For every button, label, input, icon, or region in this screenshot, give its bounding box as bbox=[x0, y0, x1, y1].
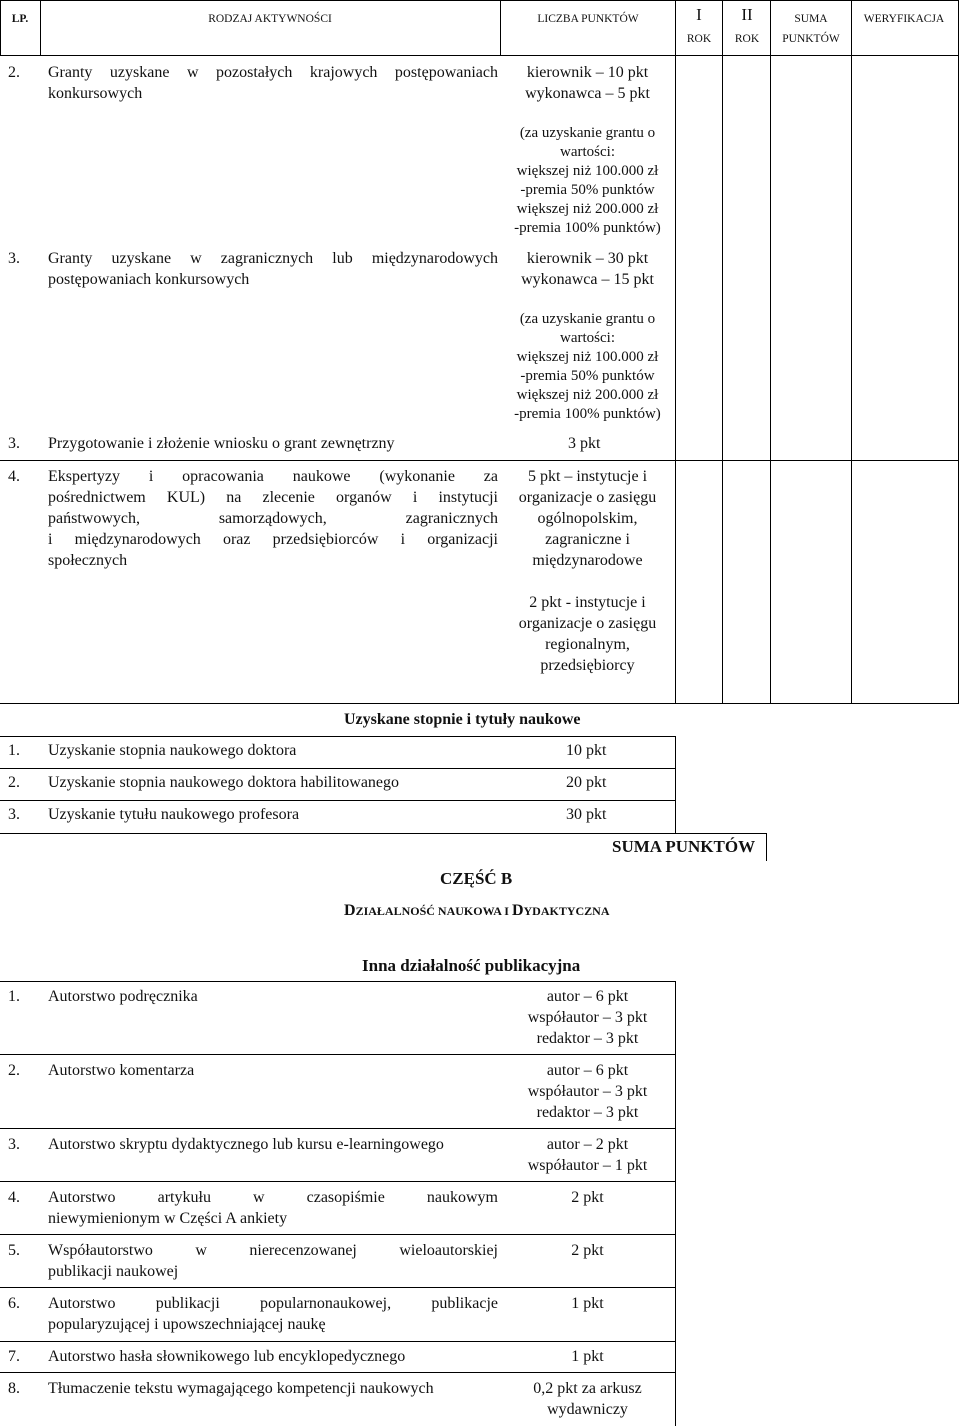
border-rodzaj bbox=[500, 0, 501, 56]
row-text-line: Ekspertyzy i opracowania naukowe (wykonanie za bbox=[48, 468, 498, 485]
points-value: organizacje o zasięgu bbox=[518, 615, 657, 632]
points-value: 2 pkt - instytucje i bbox=[529, 594, 646, 611]
points-value: 2 pkt bbox=[571, 1189, 604, 1206]
row-divider bbox=[0, 1181, 676, 1182]
border-suma bbox=[851, 0, 852, 704]
points-value: wydawniczy bbox=[547, 1401, 628, 1418]
border-liczba bbox=[675, 0, 676, 704]
row-number: 7. bbox=[8, 1348, 20, 1365]
row-number: 3. bbox=[8, 1136, 20, 1153]
points-value: wykonawca – 15 pkt bbox=[521, 271, 654, 288]
row-text-line: publikacji naukowej bbox=[48, 1263, 179, 1280]
points-value: 3 pkt bbox=[568, 435, 601, 452]
points-value: 2 pkt bbox=[571, 1242, 604, 1259]
points-col-border bbox=[675, 736, 676, 834]
col-suma-sub: PUNKTÓW bbox=[782, 33, 840, 45]
row-text-line: konkursowych bbox=[48, 85, 143, 102]
points-value: 5 pkt – instytucje i bbox=[527, 468, 648, 485]
premia-note: (za uzyskanie grantu o bbox=[519, 311, 656, 327]
row-divider bbox=[0, 460, 959, 461]
premia-note: (za uzyskanie grantu o bbox=[519, 125, 656, 141]
part-subtitle: DZIAŁALNOŚĆ NAUKOWA I DYDAKTYCZNA bbox=[344, 902, 610, 919]
points-value: międzynarodowe bbox=[532, 552, 643, 569]
row-number: 3. bbox=[8, 806, 20, 823]
points-value: ogólnopolskim, bbox=[537, 510, 638, 527]
border-rok2 bbox=[770, 0, 771, 704]
row-number: 8. bbox=[8, 1380, 20, 1397]
border-right bbox=[958, 0, 959, 704]
points-value: autor – 6 pkt bbox=[546, 1062, 629, 1079]
row-text-line: państwowych, samorządowych, zagranicznych bbox=[48, 510, 498, 527]
row-text-line: Współautorstwo w nierecenzowanej wieloautorskiej bbox=[48, 1242, 498, 1259]
points-value: współautor – 1 pkt bbox=[527, 1157, 648, 1174]
points-value: przedsiębiorcy bbox=[540, 657, 635, 674]
col-rok2-header: II bbox=[741, 5, 753, 24]
row-text: Autorstwo skryptu dydaktycznego lub kursu e-learningowego bbox=[48, 1136, 444, 1153]
points-value: 10 pkt bbox=[566, 742, 607, 759]
row-text: Autorstwo podręcznika bbox=[48, 988, 198, 1005]
points-value: 0,2 pkt za arkusz bbox=[533, 1380, 642, 1397]
row-number: 5. bbox=[8, 1242, 20, 1259]
row-number: 2. bbox=[8, 1062, 20, 1079]
section-title: Inna działalność publikacyjna bbox=[362, 956, 581, 975]
row-text: Autorstwo komentarza bbox=[48, 1062, 195, 1079]
points-value: wykonawca – 5 pkt bbox=[525, 85, 650, 102]
row-divider bbox=[0, 1372, 676, 1373]
border-left bbox=[0, 0, 1, 56]
col-rok1-sub: ROK bbox=[686, 33, 712, 45]
premia-note: -premia 50% punktów bbox=[520, 182, 655, 198]
points-value: współautor – 3 pkt bbox=[527, 1083, 648, 1100]
row-divider bbox=[0, 981, 676, 982]
suma-punktow-label: SUMA PUNKTÓW bbox=[612, 837, 756, 856]
col-lp-header: LP. bbox=[11, 13, 29, 25]
row-divider bbox=[0, 800, 676, 801]
points-value: organizacje o zasięgu bbox=[518, 489, 657, 506]
part-title: CZĘŚĆ B bbox=[440, 869, 513, 888]
premia-note: -premia 100% punktów) bbox=[514, 406, 661, 422]
border-rok1 bbox=[722, 0, 723, 704]
row-number: 6. bbox=[8, 1295, 20, 1312]
points-value: współautor – 3 pkt bbox=[527, 1009, 648, 1026]
premia-note: wartości: bbox=[560, 144, 615, 160]
section-border bbox=[0, 703, 959, 704]
row-divider bbox=[0, 768, 676, 769]
points-value: autor – 6 pkt bbox=[546, 988, 629, 1005]
col-rok2-sub: ROK bbox=[734, 33, 760, 45]
row-text-line: niewymienionym w Części A ankiety bbox=[48, 1210, 288, 1227]
col-weryfikacja-header: WERYFIKACJA bbox=[863, 13, 945, 25]
row-number: 2. bbox=[8, 64, 20, 81]
row-divider bbox=[0, 1287, 676, 1288]
row-text-line: Autorstwo artykułu w czasopiśmie naukowym bbox=[48, 1189, 498, 1206]
row-number: 1. bbox=[8, 988, 20, 1005]
row-text: Uzyskanie tytułu naukowego profesora bbox=[48, 806, 300, 823]
premia-note: większej niż 100.000 zł bbox=[516, 349, 659, 365]
row-number: 4. bbox=[8, 1189, 20, 1206]
row-text-line: popularyzującej i upowszechniającej naukę bbox=[48, 1316, 326, 1333]
premia-note: wartości: bbox=[560, 330, 615, 346]
points-value: redaktor – 3 pkt bbox=[536, 1104, 639, 1121]
section-title: Uzyskane stopnie i tytuły naukowe bbox=[344, 711, 581, 728]
col-rodzaj-header: RODZAJ AKTYWNOŚCI bbox=[208, 13, 332, 25]
row-divider bbox=[0, 1234, 676, 1235]
border-top bbox=[0, 0, 959, 1]
row-divider bbox=[0, 1054, 676, 1055]
row-divider bbox=[0, 736, 676, 737]
row-text-line: Granty uzyskane w zagranicznych lub międzynarodowych bbox=[48, 250, 498, 267]
premia-note: większej niż 100.000 zł bbox=[516, 163, 659, 179]
points-value: autor – 2 pkt bbox=[546, 1136, 629, 1153]
row-text-line: Granty uzyskane w pozostałych krajowych postępowaniach bbox=[48, 64, 498, 81]
row-text-line: postępowaniach konkursowych bbox=[48, 271, 250, 288]
row-text: Autorstwo hasła słownikowego lub encyklopedycznego bbox=[48, 1348, 406, 1365]
row-number: 3. bbox=[8, 250, 20, 267]
row-text: Przygotowanie i złożenie wniosku o grant zewnętrzny bbox=[48, 435, 395, 452]
points-value: zagraniczne i bbox=[545, 531, 630, 548]
row-text: Uzyskanie stopnia naukowego doktora habilitowanego bbox=[48, 774, 400, 791]
row-number: 4. bbox=[8, 468, 20, 485]
row-divider bbox=[0, 833, 767, 834]
points-col-border bbox=[675, 981, 676, 1426]
premia-note: większej niż 200.000 zł bbox=[516, 387, 659, 403]
col-rok1-header: I bbox=[696, 5, 702, 24]
row-text-line: społecznych bbox=[48, 552, 128, 569]
row-divider bbox=[0, 1128, 676, 1129]
col-liczba-header: LICZBA PUNKTÓW bbox=[537, 13, 639, 25]
row-text-line: i międzynarodowych oraz przedsiębiorców i organizacji bbox=[48, 531, 498, 548]
points-value: 1 pkt bbox=[571, 1348, 604, 1365]
row-number: 1. bbox=[8, 742, 20, 759]
col-suma-header: SUMA bbox=[794, 13, 828, 25]
points-value: 1 pkt bbox=[571, 1295, 604, 1312]
row-divider bbox=[0, 1341, 676, 1342]
row-number: 2. bbox=[8, 774, 20, 791]
row-text: Uzyskanie stopnia naukowego doktora bbox=[48, 742, 297, 759]
header-bottom-border bbox=[0, 55, 959, 56]
row-number: 3. bbox=[8, 435, 20, 452]
row-text-line: Autorstwo publikacji popularnonaukowej, publikacje bbox=[48, 1295, 498, 1312]
row-text: Tłumaczenie tekstu wymagającego kompetencji naukowych bbox=[48, 1380, 434, 1397]
points-value: regionalnym, bbox=[545, 636, 630, 653]
premia-note: większej niż 200.000 zł bbox=[516, 201, 659, 217]
row-text-line: pośrednictwem KUL) na zlecenie organów i instytucji bbox=[48, 489, 498, 506]
premia-note: -premia 100% punktów) bbox=[514, 220, 661, 236]
points-value: kierownik – 10 pkt bbox=[526, 64, 649, 81]
premia-note: -premia 50% punktów bbox=[520, 368, 655, 384]
points-value: redaktor – 3 pkt bbox=[536, 1030, 639, 1047]
box-border bbox=[766, 833, 767, 861]
points-value: kierownik – 30 pkt bbox=[526, 250, 649, 267]
points-value: 20 pkt bbox=[566, 774, 607, 791]
points-value: 30 pkt bbox=[566, 806, 607, 823]
border-lp bbox=[40, 0, 41, 56]
